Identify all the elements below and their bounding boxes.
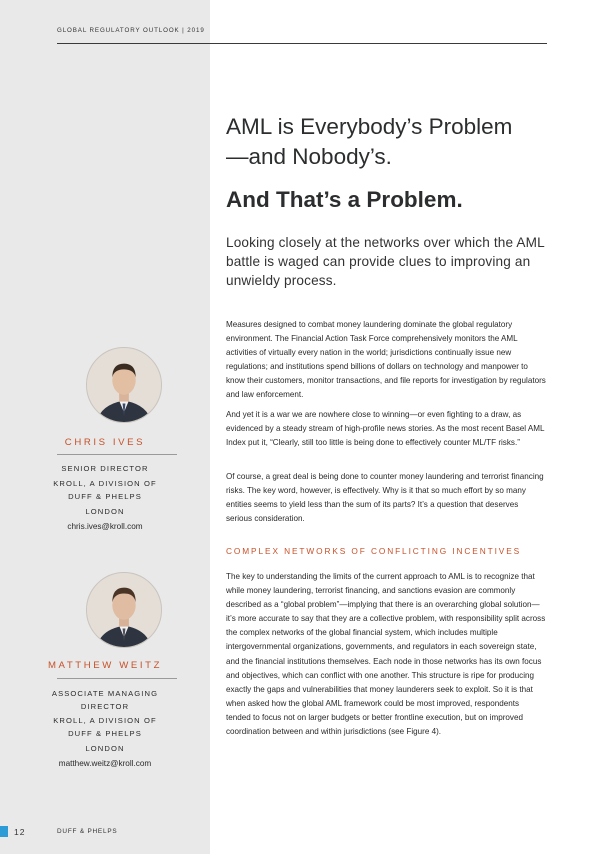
author-photo-matthew-weitz — [86, 572, 162, 648]
author-name: MATTHEW WEITZ — [47, 660, 163, 671]
author-name: CHRIS IVES — [64, 437, 146, 448]
author-org-line: DUFF & PHELPS — [68, 729, 142, 738]
article-title-line-2: —and Nobody’s. — [226, 144, 392, 169]
author-org-line: DUFF & PHELPS — [68, 492, 142, 501]
author-org-line: KROLL, A DIVISION OF — [53, 479, 157, 488]
article-title — [226, 112, 566, 172]
author-divider — [57, 454, 177, 455]
author-photo-chris-ives — [86, 347, 162, 423]
author-org-line: KROLL, A DIVISION OF — [53, 716, 157, 725]
author-location: LONDON — [85, 507, 125, 516]
section-heading: COMPLEX NETWORKS OF CONFLICTING INCENTIVES — [226, 546, 522, 556]
section-paragraph: The key to understanding the limits of the current approach to AML is to recognize that while money laundering, terrorist financing, and sanctions evasion are commonly described as a “global problem”—implying that there is an overarching global solution—it’s more accurate to say that they are a collective problem, with responsibility split across the complex networks of the global financial system, which includes multiple intergovernmental organizations, governments, and regulators in each sovereign state, and the financial institutions themselves. Each node in those networks has its own focus and objectives, which can conflict with one another. This structure is ripe for producing exactly the gaps and vulnerabilities that money launderers seek to exploit. So it is that when asked how the global AML framework could be most improved, respondents tended to focus not on larger budgets or better frontline execution, but on improved coordination between and within jurisdictions (see Figure 4). — [226, 572, 546, 737]
author-title-line: SENIOR DIRECTOR — [61, 464, 149, 473]
article-lede: Looking closely at the networks over which the AML battle is waged can provide clues to improving an unwieldy process. — [226, 235, 545, 288]
author-email-link[interactable]: matthew.weitz@kroll.com — [58, 759, 152, 768]
author-location: LONDON — [85, 744, 125, 753]
header-divider — [57, 43, 547, 44]
body-paragraph-2: And yet it is a war we are nowhere close to winning—or even fighting to a draw, as evidenced by a steady stream of high-profile news stories. As the most recent Basel AML Index put it, “Clearly, still too little is being done to effectively counter ML/TF risks.” — [226, 410, 545, 448]
portrait-icon — [87, 348, 161, 422]
page-number: 12 — [14, 827, 26, 837]
footer-brand: DUFF & PHELPS — [57, 828, 118, 835]
author-email-link[interactable]: chris.ives@kroll.com — [67, 522, 143, 531]
article-title-line-1: AML is Everybody’s Problem — [226, 114, 513, 139]
article-subtitle: And That’s a Problem. — [226, 187, 463, 212]
page-marker — [0, 826, 8, 837]
author-divider — [57, 678, 177, 679]
author-title-line: ASSOCIATE MANAGING — [51, 689, 159, 698]
body-paragraph-3: Of course, a great deal is being done to counter money laundering and terrorist financing risks. The key word, however, is effectively. Why is it that so much effort by so many entities seems to yield less than the sum of its parts? It’s a question that deserves serious consideration. — [226, 472, 544, 524]
body-paragraph-1: Measures designed to combat money laundering dominate the global regulatory environment. The Financial Action Task Force comprehensively monitors the AML activities of virtually every nation in the world; jurisdictions continually issue new regulations; and institutions spend billions of dollars on technology and manpower to know their customers, monitor transactions, and file reports for investigation by regulators and law enforcement. — [226, 320, 546, 400]
running-head: GLOBAL REGULATORY OUTLOOK | 2019 — [57, 27, 205, 34]
portrait-icon — [87, 573, 161, 647]
author-title-line: DIRECTOR — [80, 702, 130, 711]
